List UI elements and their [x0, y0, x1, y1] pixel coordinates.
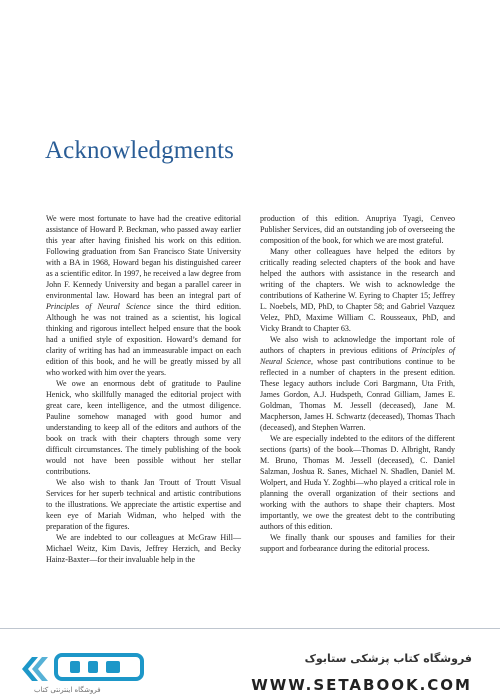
paragraph: We finally thank our spouses and families for their support and forbearance during the editorial process. [260, 533, 455, 553]
page-title: Acknowledgments [45, 137, 234, 164]
left-column [46, 213, 241, 565]
setabook-logo[interactable] [18, 647, 148, 691]
paragraph: We also wish to thank Jan Troutt of Troutt Visual Services for her superb technical and artistic contributions to the illustrations. We appreciate the artistic expertise and keen eye of Mariah Widman, who helped with the preparation of the figures. [46, 478, 241, 531]
store-url-link[interactable]: WWW.SETABOOK.COM [251, 676, 472, 694]
paragraph: production of this edition. Anupriya Tyagi, Cenveo Publisher Services, did an outstanding job of overseeing the composition of the book, for which we are most grateful. [260, 214, 455, 245]
paragraph: We are especially indebted to the editors of the different sections (parts) of the book—Thomas D. Albright, Randy M. Bruno, Thomas M. Jessell (deceased), C. Daniel Salzman, Joshua R. Sanes, Michael N. Shadlen, Daniel M. Wolpert, and Huda Y. Zoghbi—who played a critical role in planning the overall organization of their sections and working with the authors to shape their chapters. Most importantly, we owe the greatest debt to the contributing authors of this edition. [260, 434, 455, 531]
store-name: فروشگاه کتاب پزشکی ستابوک [304, 652, 472, 665]
right-column [260, 213, 455, 554]
paragraph: We were most fortunate to have had the creative editorial assistance of Howard P. Beckman, who passed away earlier this year after having finished his work on this edition. Following graduation from San Francisco State University with a BA in 1968, Howard began his distinguished career as a scientific editor. In 1997, he received a law degree from John F. Kennedy University and began a parallel career in environmental law. Howard has been an integral part of Principles of Neural Science since the third edition. Although he was not trained as a scientist, his logical thinking and rigorous intellect helped ensure that the book had a unified style of exposition. Howard’s demand for clarity of writing has had an immeasurable impact on each edition of this book, and he will be greatly missed by all who worked with him over the years. [46, 214, 241, 377]
logo-tagline: فروشگاه اینترنتی کتاب [34, 686, 101, 694]
paragraph: We also wish to acknowledge the important role of authors of chapters in previous editions of Principles of Neural Science, whose past contributions continue to be reflected in a number of chapters in the present edition. These legacy authors include Cori Bargmann, Uta Frith, James Gordon, A.J. Hudspeth, Conrad Gilliam, James E. Goldman, Thomas M. Jessell (deceased), Jane M. Macpherson, James H. Schwartz (deceased), Thomas Thach (deceased), and Stephen Warren. [260, 335, 455, 432]
paragraph: We are indebted to our colleagues at McGraw Hill—Michael Weitz, Kim Davis, Jeffrey Herzich, and Becky Hainz-Baxter—for their invaluable help in the [46, 533, 241, 564]
paragraph: We owe an enormous debt of gratitude to Pauline Henick, who skillfully managed the editorial project with great care, keen intelligence, and the utmost diligence. Pauline somehow managed with good humor and understanding to keep all of the editors and authors of the book on track with their chapters through some very difficult circumstances. The timely publishing of the book would not have been possible without her stellar contributions. [46, 379, 241, 476]
paragraph: Many other colleagues have helped the editors by critically reading selected chapters of the book and have helped the authors with assistance in the research and writing of the chapters. We wish to acknowledge the contributions of Katherine W. Eyring to Chapter 15; Jeffrey L. Noebels, MD, PhD, to Chapter 58; and Gabriel Vazquez Velez, PhD, Maxime William C. Rousseaux, PhD, and Vicky Brandt to Chapter 63. [260, 247, 455, 333]
